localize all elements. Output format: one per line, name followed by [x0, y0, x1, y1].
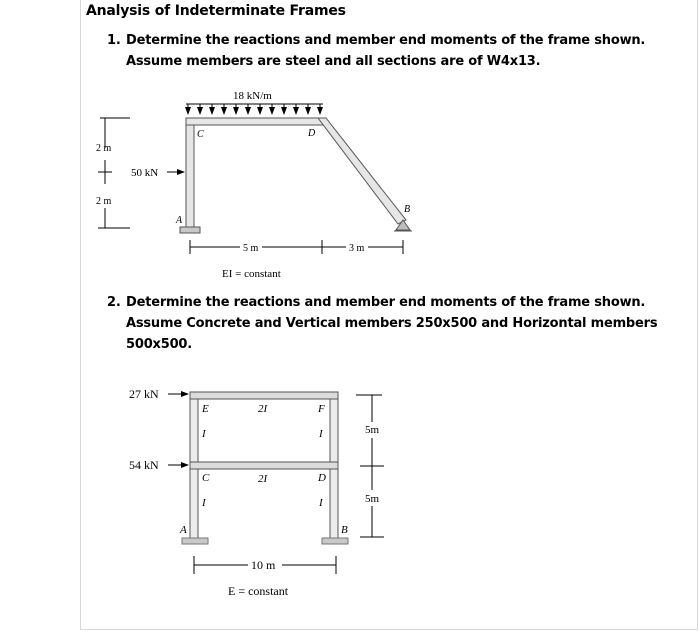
dim-bottom-10m: 10 m: [251, 558, 276, 572]
dim-right-top: 5m: [365, 424, 380, 436]
dim-right-bottom: 5m: [365, 493, 380, 505]
node-label-d: D: [308, 128, 316, 139]
note-e-constant: E = constant: [228, 584, 289, 598]
right-dimension: [356, 395, 384, 537]
node-label-c: C: [197, 129, 204, 140]
node-label-f: F: [318, 403, 325, 415]
problem-2-line-1: Determine the reactions and member end moments of the frame shown.: [126, 295, 646, 310]
node-label-a: A: [176, 215, 183, 226]
problem-2-number: 2.: [107, 295, 121, 310]
problem-2-line-3: 500x500.: [126, 337, 192, 352]
load-mid-label: 54 kN: [129, 458, 159, 472]
inertia-col-left-upper: I: [202, 428, 206, 440]
node-label-d2: D: [318, 472, 326, 484]
inertia-col-right-upper: I: [319, 428, 323, 440]
problem-1-number: 1.: [107, 33, 121, 48]
problem-2-line-2: Assume Concrete and Vertical members 250x500 and Horizontal members: [126, 316, 658, 331]
node-label-a2: A: [180, 524, 187, 536]
node-label-b: B: [404, 204, 411, 215]
inertia-beam-top: 2I: [258, 403, 268, 415]
node-label-b2: B: [341, 524, 348, 536]
inertia-beam-mid: 2I: [258, 473, 268, 485]
dim-bottom-1: 5 m: [243, 243, 259, 254]
node-label-c2: C: [202, 472, 210, 484]
problem-1-line-1: Determine the reactions and member end moments of the frame shown.: [126, 33, 646, 48]
fixed-support-a2: [182, 538, 208, 544]
node-label-e: E: [202, 403, 209, 415]
problem-1-line-2: Assume members are steel and all sections are of W4x13.: [126, 54, 541, 69]
dim-bottom-2: 3 m: [349, 243, 365, 254]
beam-mid-cd: [190, 462, 338, 469]
dim-left-top: 2 m: [96, 143, 112, 154]
dim-left-bottom: 2 m: [96, 196, 112, 207]
udl-label: 18 kN/m: [233, 90, 272, 102]
fixed-support-b2: [322, 538, 348, 544]
point-load-label: 50 kN: [131, 167, 159, 179]
document-title: Analysis of Indeterminate Frames: [86, 3, 346, 19]
beam-top-ef: [190, 392, 338, 399]
note-ei-constant: EI = constant: [222, 268, 281, 280]
inertia-col-left-lower: I: [202, 497, 206, 509]
inertia-col-right-lower: I: [319, 497, 323, 509]
load-top-label: 27 kN: [129, 387, 159, 401]
